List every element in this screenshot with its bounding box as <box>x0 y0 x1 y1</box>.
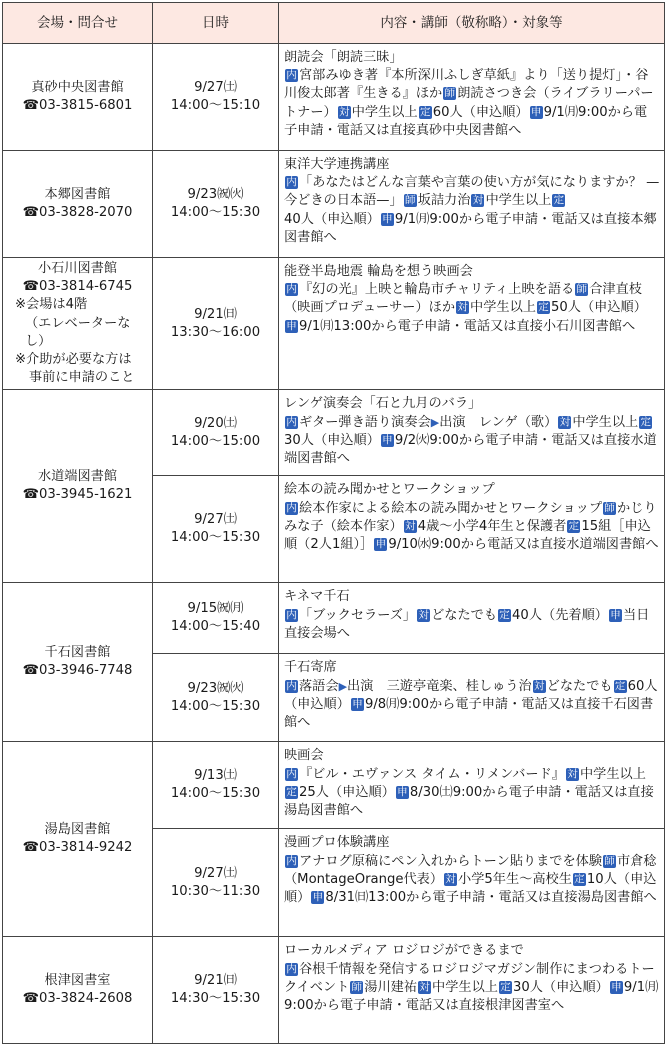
event-capacity: 30人（申込順） <box>284 432 380 448</box>
event-date: 9/15㈷㈪ <box>187 601 244 617</box>
event-date: 9/21㈰ <box>194 973 237 989</box>
content-cell <box>279 742 665 829</box>
content-badge: 内 <box>286 69 297 82</box>
event-time: 14:00～15:30 <box>170 786 261 802</box>
event-target: どなたでも <box>546 678 613 694</box>
lecturer-badge: 師 <box>604 854 615 867</box>
content-badge: 内 <box>286 854 297 867</box>
content-cell <box>279 937 665 1044</box>
date-cell <box>153 44 279 151</box>
table-header <box>3 3 665 44</box>
capacity-badge: 定 <box>553 194 565 207</box>
content-badge: 内 <box>286 679 297 692</box>
phone-number: 03-3828-2070 <box>39 205 133 220</box>
event-lecturer: 合津直枝（映画プロデューサー）ほか <box>284 282 642 316</box>
content-badge: 内 <box>286 283 297 296</box>
venue-note: （エレベーターなし） <box>25 315 131 349</box>
triangle-icon: ▶ <box>338 679 348 693</box>
apply-badge: 申 <box>286 319 297 332</box>
event-capacity: 10人（申込順） <box>284 871 657 906</box>
event-apply: 9/1㈪9:00から電子申請・電話又は直接根津図書室へ <box>284 979 659 1014</box>
phone-number: 03-3824-2608 <box>39 991 133 1007</box>
phone-icon: ☎ <box>22 487 39 503</box>
event-title: ローカルメディア ロジロジができるまで <box>284 943 524 959</box>
event-content: 「あなたはどんな言葉や言葉の使い方が気になりますか？ —今どきの日本語—」 <box>284 175 660 209</box>
content-badge: 内 <box>286 767 297 780</box>
event-title: レンゲ演奏会「石と九月のバラ」 <box>284 396 482 412</box>
event-content: 絵本作家による絵本の読み聞かせとワークショップ <box>299 500 603 516</box>
apply-badge: 申 <box>375 538 387 551</box>
venue-cell <box>3 151 153 258</box>
event-date: 9/13㈯ <box>194 768 237 784</box>
content-badge: 内 <box>286 608 297 621</box>
event-content: 「ブックセラーズ」 <box>299 607 417 623</box>
capacity-badge: 定 <box>499 608 510 621</box>
venue-name: 根津図書室 <box>44 973 111 989</box>
event-date: 9/20㈯ <box>194 415 237 431</box>
event-capacity: 60人（申込順） <box>284 678 658 712</box>
apply-badge: 申 <box>352 697 363 710</box>
venue-name: 水道端図書館 <box>37 469 118 485</box>
event-apply: 9/1㈪9:00から電子申請・電話又は直接本郷図書館へ <box>284 211 657 245</box>
table-row <box>3 583 665 654</box>
event-title: 能登半島地震 輪島を想う映画会 <box>284 264 473 279</box>
event-time: 14:00～15:30 <box>170 530 261 546</box>
venue-note: ※会場は4階 <box>15 297 88 313</box>
content-badge: 内 <box>286 962 297 975</box>
table-row <box>3 151 665 258</box>
phone-icon: ☎ <box>22 991 39 1007</box>
event-time: 13:30～16:00 <box>170 324 261 340</box>
table-row <box>3 742 665 829</box>
event-time: 14:30～15:30 <box>170 991 261 1007</box>
content-badge: 内 <box>286 415 297 428</box>
phone-number: 03-3814-9242 <box>39 840 133 856</box>
target-badge: 対 <box>567 767 578 780</box>
event-date: 9/21㈰ <box>194 306 237 322</box>
phone-icon: ☎ <box>22 279 39 295</box>
phone-number: 03-3814-6745 <box>39 279 133 295</box>
target-badge: 対 <box>559 415 571 428</box>
venue-cell <box>3 742 153 937</box>
event-capacity: 60人（申込順） <box>432 104 529 120</box>
date-cell <box>153 654 279 742</box>
capacity-badge: 定 <box>419 105 431 118</box>
apply-badge: 申 <box>610 608 621 621</box>
content-cell <box>279 151 665 258</box>
event-time: 14:00～15:40 <box>170 619 261 635</box>
content-cell <box>279 390 665 476</box>
venue-name: 真砂中央図書館 <box>31 79 124 95</box>
event-date: 9/27㈯ <box>194 512 237 528</box>
lecturer-badge: 師 <box>576 283 587 296</box>
event-apply: 8/31㈰13:00から電子申請・電話又は直接湯島図書館へ <box>325 890 657 906</box>
event-content: 『ビル・エヴァンス タイム・リメンバード』 <box>299 766 565 782</box>
apply-badge: 申 <box>530 105 542 118</box>
table-row <box>3 937 665 1044</box>
phone-icon: ☎ <box>22 840 39 856</box>
event-content: 谷根千情報を発信するロジロジマガジン制作にまつわるトークイベント <box>284 961 655 995</box>
event-time: 10:30～11:30 <box>170 883 261 899</box>
event-target: 中学生以上 <box>470 300 536 316</box>
venue-name: 湯島図書館 <box>44 822 111 838</box>
event-apply: 9/2㈫9:00から電子申請・電話又は直接水道端図書館へ <box>284 432 657 467</box>
date-cell <box>153 151 279 258</box>
event-target: 中学生以上 <box>432 979 498 995</box>
lecturer-badge: 師 <box>444 87 455 100</box>
date-cell <box>153 742 279 829</box>
target-badge: 対 <box>404 519 416 532</box>
apply-badge: 申 <box>312 891 324 904</box>
table-row <box>3 258 665 390</box>
date-cell <box>153 390 279 476</box>
triangle-icon: ▶ <box>430 415 440 429</box>
header-venue: 会場・問合せ <box>3 3 153 44</box>
event-title: 朗読会「朗読三昧」 <box>284 50 403 65</box>
venue-note: ※介助が必要な方は <box>15 352 132 368</box>
date-cell <box>153 258 279 390</box>
venue-name: 千石図書館 <box>44 645 111 661</box>
event-table <box>2 2 665 1044</box>
event-content: ギター弾き語り演奏会 <box>299 414 431 430</box>
event-target: 中学生以上 <box>572 414 639 430</box>
event-lecturer: 市倉稔（MontageOrange代表） <box>284 853 657 887</box>
date-cell <box>153 829 279 937</box>
event-apply: 8/30㈯9:00から電子申請・電話又は直接湯島図書館へ <box>284 784 654 819</box>
target-badge: 対 <box>533 679 545 692</box>
event-target: 中学生以上 <box>351 104 418 120</box>
event-time: 14:00～15:00 <box>170 433 261 449</box>
event-title: 映画会 <box>284 748 324 764</box>
event-lecturer: 坂詰力治 <box>417 193 471 209</box>
content-badge: 内 <box>286 176 297 189</box>
content-cell <box>279 44 665 151</box>
event-date: 9/27㈯ <box>194 865 237 881</box>
event-capacity: 40人（申込順） <box>284 211 380 227</box>
table-row <box>3 44 665 151</box>
header-content: 内容・講師（敬称略）・対象等 <box>279 3 665 44</box>
event-capacity: 15組［申込順（2人1組）］ <box>284 518 651 553</box>
target-badge: 対 <box>472 194 484 207</box>
event-title: 漫画プロ体験講座 <box>284 835 390 851</box>
capacity-badge: 定 <box>614 679 626 692</box>
event-lecturer: 湯川建祐 <box>364 979 418 995</box>
apply-badge: 申 <box>382 433 393 446</box>
event-target: 中学生以上 <box>579 766 646 782</box>
event-target: 中学生以上 <box>485 193 552 209</box>
event-time: 14:00～15:30 <box>170 698 261 714</box>
capacity-badge: 定 <box>500 980 511 993</box>
event-content: 落語会 <box>299 678 339 694</box>
event-capacity: 50人（申込順） <box>550 300 647 316</box>
event-lecturer: かじりみな子（絵本作家） <box>284 500 657 534</box>
phone-icon: ☎ <box>22 98 39 113</box>
date-cell <box>153 476 279 583</box>
capacity-badge: 定 <box>640 415 651 428</box>
target-badge: 対 <box>445 872 456 885</box>
content-cell <box>279 258 665 390</box>
event-target: 4歳～小学4年生と保護者 <box>417 518 567 534</box>
target-badge: 対 <box>339 105 350 118</box>
table-row <box>3 390 665 476</box>
event-apply: 9/8㈪9:00から電子申請・電話又は直接千石図書館へ <box>284 696 654 731</box>
venue-cell <box>3 937 153 1044</box>
event-performer: 出演 三遊亭竜楽、桂しゅう治 <box>347 678 532 694</box>
phone-number: 03-3815-6801 <box>39 98 133 113</box>
content-cell <box>279 654 665 742</box>
event-date: 9/23㈷㈫ <box>187 186 244 202</box>
event-apply: 9/1㈪13:00から電子申請・電話又は直接小石川図書館へ <box>299 318 636 334</box>
date-cell <box>153 583 279 654</box>
event-apply: 9/1㈪9:00から電子申請・電話又は直接真砂中央図書館へ <box>284 104 648 138</box>
event-title: 絵本の読み聞かせとワークショップ <box>284 482 495 498</box>
apply-badge: 申 <box>382 212 393 225</box>
target-badge: 対 <box>457 301 468 314</box>
capacity-badge: 定 <box>574 872 585 885</box>
target-badge: 対 <box>418 608 429 621</box>
capacity-badge: 定 <box>568 519 580 532</box>
venue-cell <box>3 390 153 583</box>
lecturer-badge: 師 <box>604 501 615 514</box>
event-apply: 当日直接会場へ <box>284 607 650 641</box>
venue-name: 本郷図書館 <box>44 186 111 202</box>
content-cell <box>279 583 665 654</box>
event-content: アナログ原稿にペン入れからトーン貼りまでを体験 <box>299 853 603 869</box>
event-capacity: 40人（先着順） <box>512 607 608 623</box>
event-title: キネマ千石 <box>284 589 350 605</box>
event-title: 東洋大学連携講座 <box>284 157 390 172</box>
event-date: 9/23㈷㈫ <box>187 680 244 696</box>
event-target: どなたでも <box>431 607 498 623</box>
phone-icon: ☎ <box>22 205 39 220</box>
event-capacity: 30人（申込順） <box>512 979 609 995</box>
event-date: 9/27㈯ <box>194 79 237 95</box>
venue-note: 事前に申請のこと <box>29 370 135 386</box>
phone-icon: ☎ <box>22 663 39 679</box>
phone-number: 03-3945-1621 <box>39 487 133 503</box>
apply-badge: 申 <box>611 980 622 993</box>
event-performer: 出演 レンゲ（歌） <box>439 414 558 430</box>
event-content: 『幻の光』上映と輪島市チャリティ上映を語る <box>299 282 575 298</box>
phone-number: 03-3946-7748 <box>39 663 133 679</box>
venue-name: 小石川図書館 <box>37 261 118 276</box>
venue-cell <box>3 258 153 390</box>
event-time: 14:00～15:10 <box>170 98 261 113</box>
lecturer-badge: 師 <box>404 194 416 207</box>
event-lecturer: 朗読さつき会（ライブラリーパートナー） <box>284 86 654 120</box>
capacity-badge: 定 <box>538 301 549 314</box>
event-capacity: 25人（申込順） <box>299 784 395 800</box>
content-cell <box>279 476 665 583</box>
lecturer-badge: 師 <box>351 980 363 993</box>
date-cell <box>153 937 279 1044</box>
event-time: 14:00～15:30 <box>170 205 261 220</box>
apply-badge: 申 <box>397 785 408 798</box>
capacity-badge: 定 <box>286 785 297 798</box>
venue-cell <box>3 583 153 742</box>
event-title: 千石寄席 <box>284 660 337 676</box>
content-badge: 内 <box>286 501 297 514</box>
target-badge: 対 <box>419 980 430 993</box>
event-target: 小学5年生～高校生 <box>458 871 572 887</box>
event-apply: 9/10㈬9:00から電話又は直接水道端図書館へ <box>388 537 659 553</box>
content-cell <box>279 829 665 937</box>
event-content: 宮部みゆき著『本所深川ふしぎ草紙』より「送り提灯」・谷川俊太郎著『生きる』ほか <box>284 68 649 102</box>
venue-cell <box>3 44 153 151</box>
header-date: 日時 <box>153 3 279 44</box>
